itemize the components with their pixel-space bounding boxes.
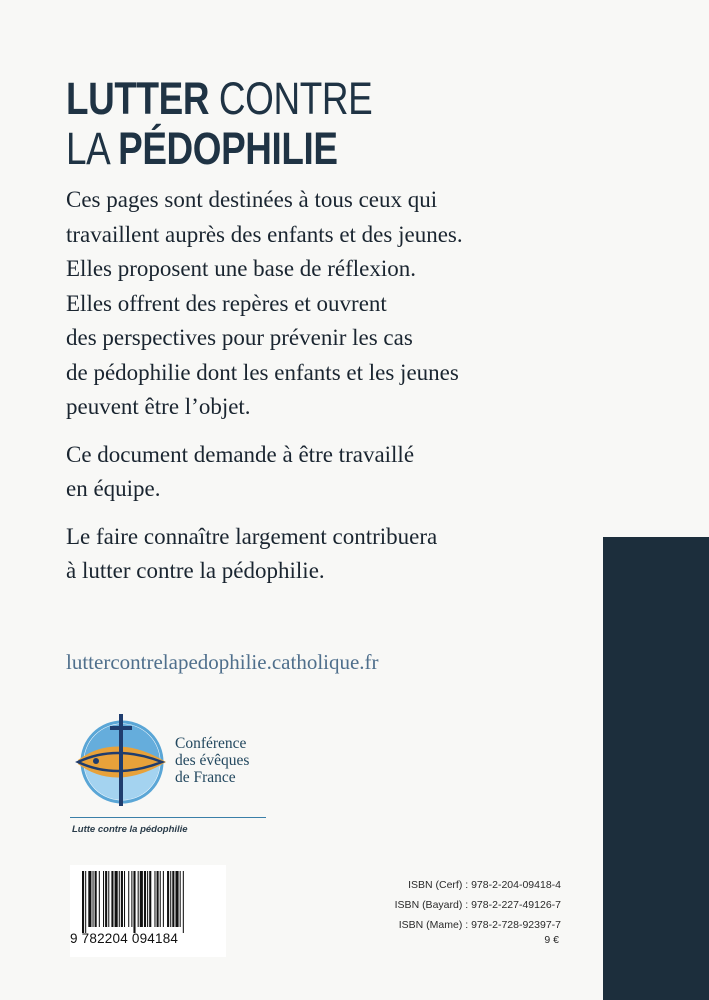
- barcode-bar: [93, 871, 94, 927]
- paragraph-line: des perspectives pour prévenir les cas: [66, 325, 413, 350]
- organization-name: [175, 735, 249, 786]
- paragraph-1: [66, 183, 586, 425]
- barcode-bar: [85, 871, 86, 933]
- barcode-bar: [157, 871, 159, 927]
- barcode-bar: [175, 871, 178, 927]
- title-word-pedophilie: PÉDOPHILIE: [118, 123, 338, 174]
- isbn-label: ISBN (Mame): [398, 919, 463, 931]
- paragraph-line: Ce document demande à être travaillé: [66, 441, 415, 467]
- barcode-bar: [82, 871, 84, 933]
- book-title: [66, 74, 372, 174]
- barcode-bar: [160, 871, 161, 927]
- paragraph-line: à lutter contre la pédophilie.: [66, 558, 325, 583]
- barcode-number: 9 782204 094184: [70, 931, 179, 946]
- barcode-bar: [99, 871, 100, 927]
- barcode-bar: [121, 871, 123, 927]
- barcode-bar: [131, 871, 132, 927]
- isbn-value: 978-2-728-92397-7: [471, 919, 561, 931]
- title-line-1: [66, 74, 372, 124]
- isbn-label: ISBN (Cerf): [408, 879, 463, 891]
- barcode-bar: [105, 871, 107, 927]
- barcode-bar: [180, 871, 181, 927]
- barcode-bar: [170, 871, 171, 927]
- barcode-bar: [103, 871, 104, 927]
- barcode-bar: [138, 871, 139, 927]
- paragraph-line: Ces pages sont destinées à tous ceux qui: [66, 187, 438, 212]
- barcode-bar: [167, 871, 169, 927]
- barcode: [70, 865, 226, 957]
- isbn-row: ISBN (Cerf) : 978-2-204-09418-4: [408, 879, 561, 891]
- barcode-bars: [82, 871, 222, 933]
- barcode-bar: [115, 871, 118, 927]
- barcode-bar: [108, 871, 109, 927]
- barcode-bar: [95, 871, 97, 927]
- barcode-bar: [119, 871, 120, 927]
- barcode-bar: [88, 871, 91, 927]
- barcode-bar: [124, 871, 125, 927]
- barcode-bar: [144, 871, 146, 927]
- paragraph-line: peuvent être l’objet.: [66, 394, 251, 419]
- isbn-value: 978-2-204-09418-4: [471, 879, 561, 891]
- decorative-band: [603, 537, 709, 1000]
- isbn-value: 978-2-227-49126-7: [471, 899, 561, 911]
- paragraph-line: travaillent auprès des enfants et des jeunes.: [66, 221, 463, 247]
- title-word-lutter: LUTTER: [66, 73, 210, 124]
- paragraph-line: Le faire connaître largement contribuera: [66, 523, 438, 549]
- logo-tagline: Lutte contre la pédophilie: [72, 824, 188, 835]
- isbn-list: [395, 875, 561, 935]
- org-name-line: des évêques: [175, 752, 250, 769]
- paragraph-3: [66, 520, 586, 589]
- website-link[interactable]: luttercontrelapedophilie.catholique.fr: [66, 650, 379, 674]
- barcode-bar: [172, 871, 174, 927]
- title-line-2: [66, 124, 372, 174]
- paragraph-line: en équipe.: [66, 476, 161, 501]
- barcode-bar: [183, 871, 184, 933]
- paragraph-2: [66, 438, 586, 507]
- barcode-bar: [111, 871, 113, 927]
- isbn-label: ISBN (Bayard): [394, 899, 463, 911]
- title-word-contre: CONTRE: [218, 73, 373, 124]
- paragraph-line: Elles offrent des repères et ouvrent: [66, 290, 387, 316]
- title-word-la: LA: [66, 123, 109, 174]
- price: 9 €: [544, 934, 559, 946]
- barcode-bar: [154, 871, 155, 927]
- barcode-bar: [147, 871, 148, 927]
- org-name-line: Conférence: [175, 735, 247, 752]
- barcode-bar: [133, 871, 135, 933]
- paragraph-line: de pédophilie dont les enfants et les jeunes: [66, 359, 459, 385]
- description: [66, 183, 586, 602]
- isbn-row: ISBN (Mame) : 978-2-728-92397-7: [398, 919, 561, 931]
- logo-divider: [70, 817, 266, 818]
- org-name-line: de France: [175, 769, 236, 786]
- barcode-bar: [140, 871, 143, 927]
- paragraph-line: Elles proposent une base de réflexion.: [66, 256, 416, 281]
- cross-fish-globe-icon: [70, 710, 190, 810]
- isbn-row: ISBN (Bayard) : 978-2-227-49126-7: [394, 899, 561, 911]
- barcode-bar: [128, 871, 129, 927]
- barcode-bar: [163, 871, 164, 927]
- barcode-bar: [149, 871, 151, 927]
